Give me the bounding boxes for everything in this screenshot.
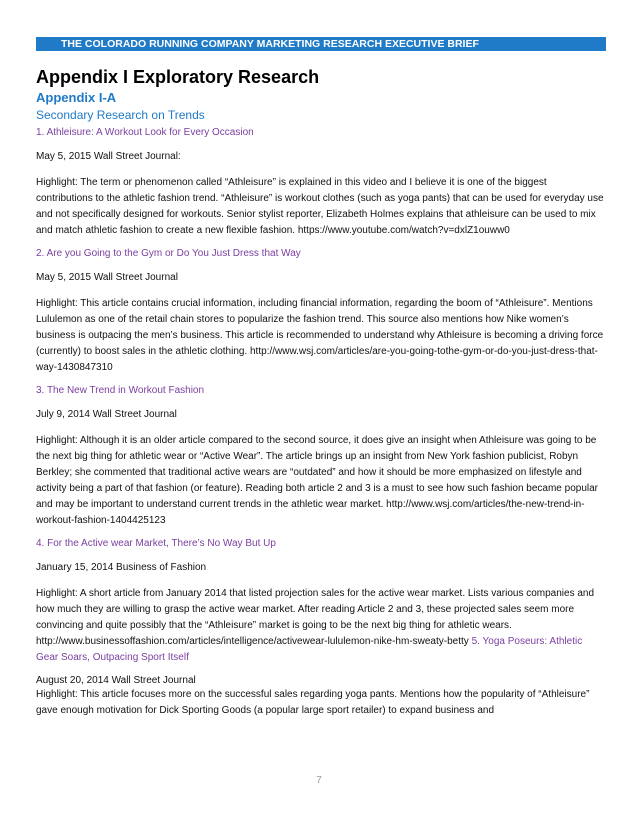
section-heading: Secondary Research on Trends [36,108,205,122]
item-3-title: 3. The New Trend in Workout Fashion [36,385,205,396]
item-4-highlight [36,586,606,666]
page-number: 7 [316,775,322,786]
item-4-source: January 15, 2014 Business of Fashion [36,562,207,573]
item-1-title: 1. Athleisure: A Workout Look for Every Occasion [36,127,254,138]
item-4-title: 4. For the Active wear Market, There’s No Way But Up [36,538,276,549]
item-3-source: July 9, 2014 Wall Street Journal [36,409,177,420]
item-5-title: 5. Yoga Poseurs: Athletic Gear Soars, Outpacing Sport Itself [36,636,583,663]
item-2-highlight: Highlight: This article contains crucial information, including financial information, regarding the boom of “Athleisure”. Mentions Lululemon as one of the retail chain stores to popularize the fashion trend. This source also mentions how Nike women’s business is outpacing the men’s business. This article is recommended to understand why Athleisure is becoming a driving force (currently) to boost sales in the athletic clothing. http://www.wsj.com/articles/are-you-going-tothe-gym-or-do-you-just-dress-that-way-1430847310 [36,298,604,373]
item-5-source: August 20, 2014 Wall Street Journal [36,675,196,686]
item-2-source: May 5, 2015 Wall Street Journal [36,272,178,283]
header-banner: THE COLORADO RUNNING COMPANY MARKETING RESEARCH EXECUTIVE BRIEF [36,37,606,51]
item-1-source: May 5, 2015 Wall Street Journal: [36,151,181,162]
document-body [36,66,606,719]
item-2-title: 2. Are you Going to the Gym or Do You Just Dress that Way [36,248,301,259]
appendix-subtitle: Appendix I-A [36,90,117,105]
page-title: Appendix I Exploratory Research [36,67,320,87]
item-4-highlight-text: Highlight: A short article from January 2014 that listed projection sales for the active wear market. Lists various companies and how much they are willing to grasp the active wear market. After reading Article 2 and 3, these projected sales seem more convincing and quite possibly that the “Athleisure” market is going to be the next big thing for athletic wears. http://www.businessoffashion.com/articles/intelligence/activewear-lululemon-nike-hm-sweaty-betty [36,588,595,647]
item-3-highlight: Highlight: Although it is an older article compared to the second source, it does give an insight when Athleisure was going to be the next big thing for athletic wear or “Active Wear”. The article brings up an insight from New York fashion publicist, Robyn Berkley; she commented that traditional active wears are “outdated” and how it should be more emphasized on lifestyle and activity being a part of that fashion (or feature). Reading both article 2 and 3 is a must to see how such fashion became popular and may be important to understand current trends in the athletic wear market. http://www.wsj.com/articles/the-new-trend-in-workout-fashion-1404425123 [36,435,598,526]
item-1-highlight: Highlight: The term or phenomenon called “Athleisure” is explained in this video and I believe it is one of the biggest contributions to the athletic fashion trend. “Athleisure” is workout clothes (such as yoga pants) that can be used for everyday use and not specifically designed for workouts. Senior stylist reporter, Elizabeth Holmes explains that athleisure can be used to mix and match athletic fashion to create a new flexible fashion. https://www.youtube.com/watch?v=dxlZ1ouww0 [36,177,604,236]
item-5-highlight: Highlight: This article focuses more on the successful sales regarding yoga pants. Mentions how the popularity of “Athleisure” gave enough motivation for Dick Sporting Goods (a popular large sport retailer) to expand business and [36,689,590,716]
